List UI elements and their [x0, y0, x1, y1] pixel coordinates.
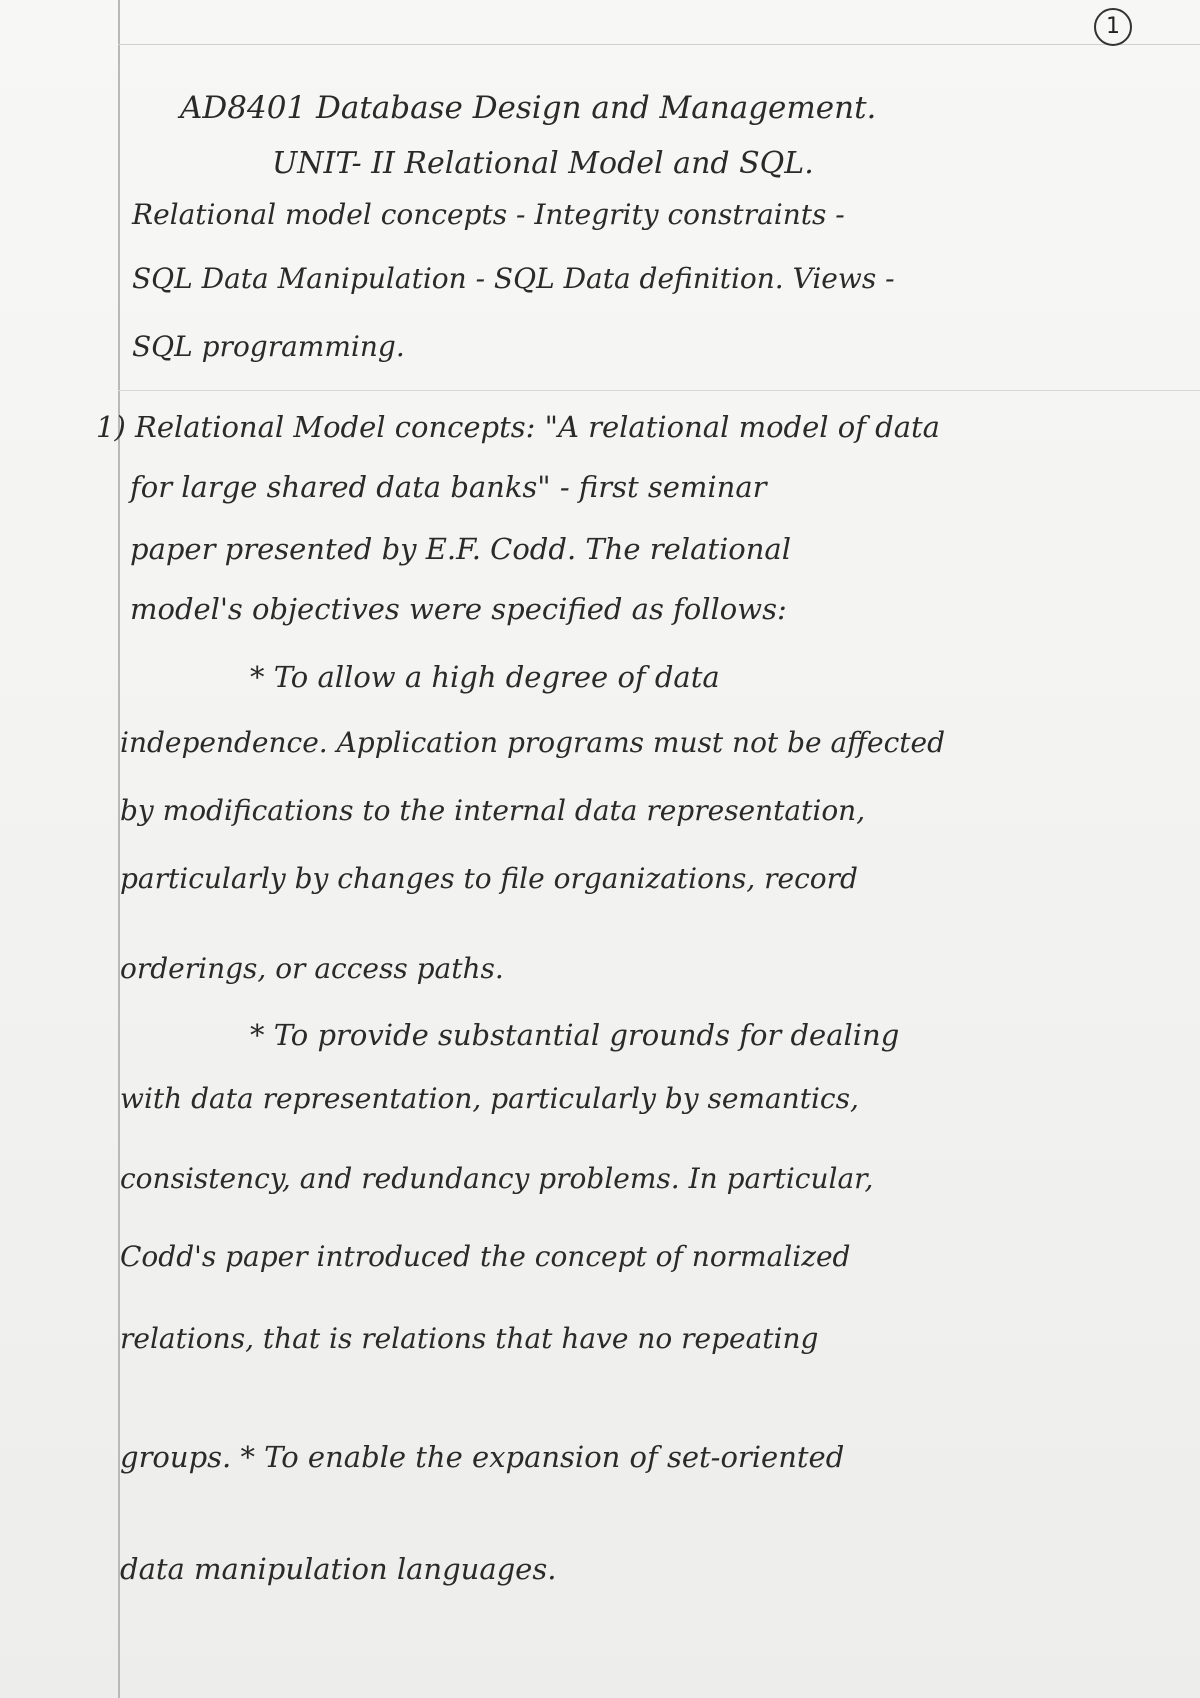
- bullet-line: groups. * To enable the expansion of set-oriented: [120, 1440, 845, 1474]
- top-rule: [118, 44, 1200, 45]
- topics-line: Relational model concepts - Integrity constraints -: [132, 198, 845, 231]
- topics-line: SQL programming.: [132, 330, 405, 363]
- body-line: data manipulation languages.: [120, 1552, 557, 1586]
- body-line: paper presented by E.F. Codd. The relational: [130, 532, 791, 566]
- course-title: AD8401 Database Design and Management.: [180, 90, 877, 126]
- page-number: 1: [1094, 8, 1132, 46]
- body-line: orderings, or access paths.: [120, 952, 504, 985]
- bullet-line: * To allow a high degree of data: [250, 660, 720, 694]
- section-rule: [118, 390, 1200, 391]
- body-line: consistency, and redundancy problems. In particular,: [120, 1162, 874, 1195]
- bullet-line: * To provide substantial grounds for dealing: [250, 1018, 900, 1052]
- body-line: by modifications to the internal data representation,: [120, 794, 866, 827]
- body-line: for large shared data banks" - first seminar: [130, 470, 767, 504]
- body-line: model's objectives were specified as follows:: [130, 592, 787, 626]
- body-line: with data representation, particularly by semantics,: [120, 1082, 859, 1115]
- body-line: particularly by changes to file organizations, record: [120, 862, 858, 895]
- body-line: Codd's paper introduced the concept of normalized: [120, 1240, 851, 1273]
- unit-title: UNIT- II Relational Model and SQL.: [272, 146, 814, 181]
- topics-line: SQL Data Manipulation - SQL Data definition. Views -: [132, 262, 895, 295]
- body-line: relations, that is relations that have no repeating: [120, 1322, 819, 1355]
- body-line: independence. Application programs must not be affected: [120, 726, 946, 759]
- body-line: 1) Relational Model concepts: "A relational model of data: [96, 410, 940, 444]
